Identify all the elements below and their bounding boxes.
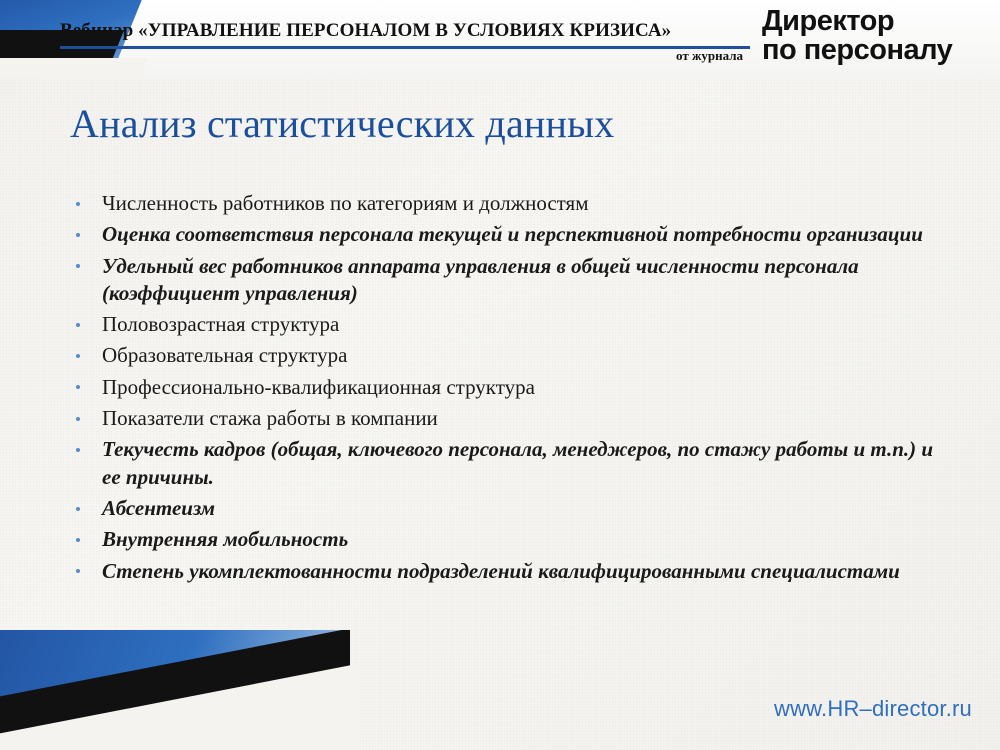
list-item — [68, 221, 948, 248]
bullet-dot-icon — [76, 507, 80, 511]
header-white-wedge — [0, 58, 148, 78]
list-item-label: Текучесть кадров (общая, ключевого персонала, менеджеров, по стажу работы и т.п.) и ее причины. — [102, 437, 934, 489]
list-item-label: Оценка соответствия персонала текущей и перспективной потребности организации — [102, 222, 923, 247]
list-item — [68, 342, 948, 369]
list-item-label: Профессионально-квалификационная структура — [102, 374, 535, 399]
bullet-dot-icon — [76, 417, 80, 421]
list-item — [68, 405, 948, 432]
bullet-dot-icon — [76, 538, 80, 542]
slide-header — [0, 0, 1000, 78]
list-item-label: Абсентеизм — [102, 495, 216, 520]
bullet-dot-icon — [76, 233, 80, 237]
bullet-dot-icon — [76, 569, 80, 573]
list-item-label: Удельный вес работников аппарата управления в общей численности персонала (коэффициент управления) — [102, 253, 859, 305]
bullet-dot-icon — [76, 323, 80, 327]
bullet-dot-icon — [76, 202, 80, 206]
bullet-list — [68, 190, 948, 589]
from-journal-label: от журнала — [676, 48, 744, 63]
list-item — [68, 526, 948, 553]
website-link[interactable]: www.HR–director.ru — [774, 696, 972, 721]
list-item — [68, 374, 948, 401]
list-item — [68, 558, 948, 585]
list-item-label: Половозрастная структура — [102, 312, 340, 337]
list-item-label: Степень укомплектованности подразделений квалифицированными специалистами — [102, 558, 900, 583]
bullet-dot-icon — [76, 448, 80, 452]
webinar-title: Вебинар «УПРАВЛЕНИЕ ПЕРСОНАЛОМ В УСЛОВИЯХ КРИЗИСА» — [60, 20, 672, 41]
bullet-dot-icon — [76, 385, 80, 389]
list-item-label: Образовательная структура — [102, 343, 348, 368]
list-item — [68, 190, 948, 217]
bullet-dot-icon — [76, 264, 80, 268]
bullet-dot-icon — [76, 354, 80, 358]
list-item — [68, 495, 948, 522]
header-underline — [60, 46, 750, 49]
list-item — [68, 311, 948, 338]
list-item-label: Численность работников по категориям и должностям — [102, 191, 589, 215]
list-item — [68, 436, 948, 491]
page-title: Анализ статистических данных — [70, 101, 615, 146]
logo-line-1: Директор — [762, 5, 895, 37]
logo-line-2: по персоналу — [762, 33, 953, 66]
journal-logo — [762, 5, 992, 66]
list-item-label: Показатели стажа работы в компании — [102, 406, 438, 431]
slide-footer — [0, 630, 1000, 750]
list-item — [68, 253, 948, 308]
list-item-label: Внутренняя мобильность — [102, 527, 349, 552]
